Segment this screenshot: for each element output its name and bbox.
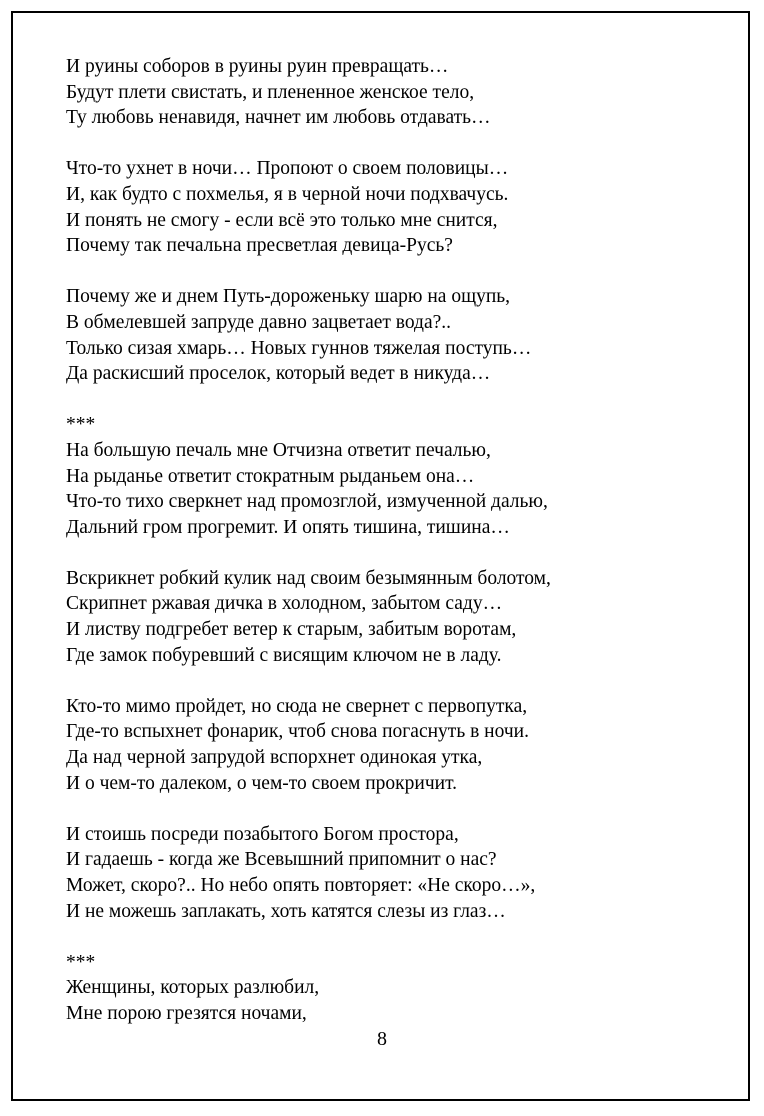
stanza-1 xyxy=(66,54,706,131)
poem-line: Где-то вспыхнет фонарик, чтоб снова погаснуть в ночи. xyxy=(66,721,529,743)
poem-line: На рыданье ответит стократным рыданьем она… xyxy=(66,465,475,487)
poem-line: В обмелевшей запруде давно зацветает вода?.. xyxy=(66,311,452,333)
section-separator: *** xyxy=(66,414,96,436)
poem-text xyxy=(66,54,706,1052)
poem-line: И понять не смогу - если всё это только мне снится, xyxy=(66,209,498,231)
poem-line: Да над черной запрудой вспорхнет одинокая утка, xyxy=(66,747,483,769)
page-number: 8 xyxy=(377,1028,387,1050)
poem-line: Почему же и днем Путь-дороженьку шарю на ощупь, xyxy=(66,286,511,308)
poem-line: Почему так печальна пресветлая девица-Русь? xyxy=(66,235,453,257)
poem-line: И руины соборов в руины руин превращать… xyxy=(66,56,449,77)
stanza-8 xyxy=(66,950,706,1027)
poem-line: Что-то тихо сверкнет над промозглой, измученной далью, xyxy=(66,491,548,513)
poem-line: И о чем-то далеком, о чем-то своем прокричит. xyxy=(66,772,458,794)
poem-line: Кто-то мимо пройдет, но сюда не свернет с первопутка, xyxy=(66,695,528,717)
poem-line: Мне порою грезятся ночами, xyxy=(66,1002,307,1024)
poem-line: Да раскисший проселок, который ведет в никуда… xyxy=(66,363,491,385)
poem-line: Только сизая хмарь… Новых гуннов тяжелая поступь… xyxy=(66,337,532,359)
poem-line: Ту любовь ненавидя, начнет им любовь отдавать… xyxy=(66,107,491,129)
poem-line: И, как будто с похмелья, я в черной ночи подхвачусь. xyxy=(66,183,509,205)
stanza-3 xyxy=(66,284,706,386)
poem-line: Что-то ухнет в ночи… Пропоют о своем половицы… xyxy=(66,158,509,180)
stanza-2 xyxy=(66,156,706,258)
stanza-4 xyxy=(66,412,706,540)
stanza-7 xyxy=(66,822,706,924)
poem-line: Где замок побуревший с висящим ключом не в ладу. xyxy=(66,644,502,666)
poem-line: Дальний гром прогремит. И опять тишина, тишина… xyxy=(66,516,510,538)
stanza-6 xyxy=(66,694,706,796)
poem-line: На большую печаль мне Отчизна ответит печалью, xyxy=(66,439,491,461)
poem-line: И не можешь заплакать, хоть катятся слезы из глаз… xyxy=(66,900,506,922)
poem-line: Может, скоро?.. Но небо опять повторяет: «Не скоро…», xyxy=(66,875,536,896)
poem-line: И листву подгребет ветер к старым, забитым воротам, xyxy=(66,619,517,641)
poem-line: Скрипнет ржавая дичка в холодном, забытом саду… xyxy=(66,593,503,615)
poem-line: Будут плети свистать, и плененное женское тело, xyxy=(66,81,475,103)
poem-line: И гадаешь - когда же Всевышний припомнит о нас? xyxy=(66,849,497,871)
poem-line: И стоишь посреди позабытого Богом простора, xyxy=(66,823,459,845)
poem-line: Вскрикнет робкий кулик над своим безымянным болотом, xyxy=(66,567,551,589)
section-separator: *** xyxy=(66,951,96,973)
poem-line: Женщины, которых разлюбил, xyxy=(66,977,320,999)
stanza-5 xyxy=(66,566,706,668)
